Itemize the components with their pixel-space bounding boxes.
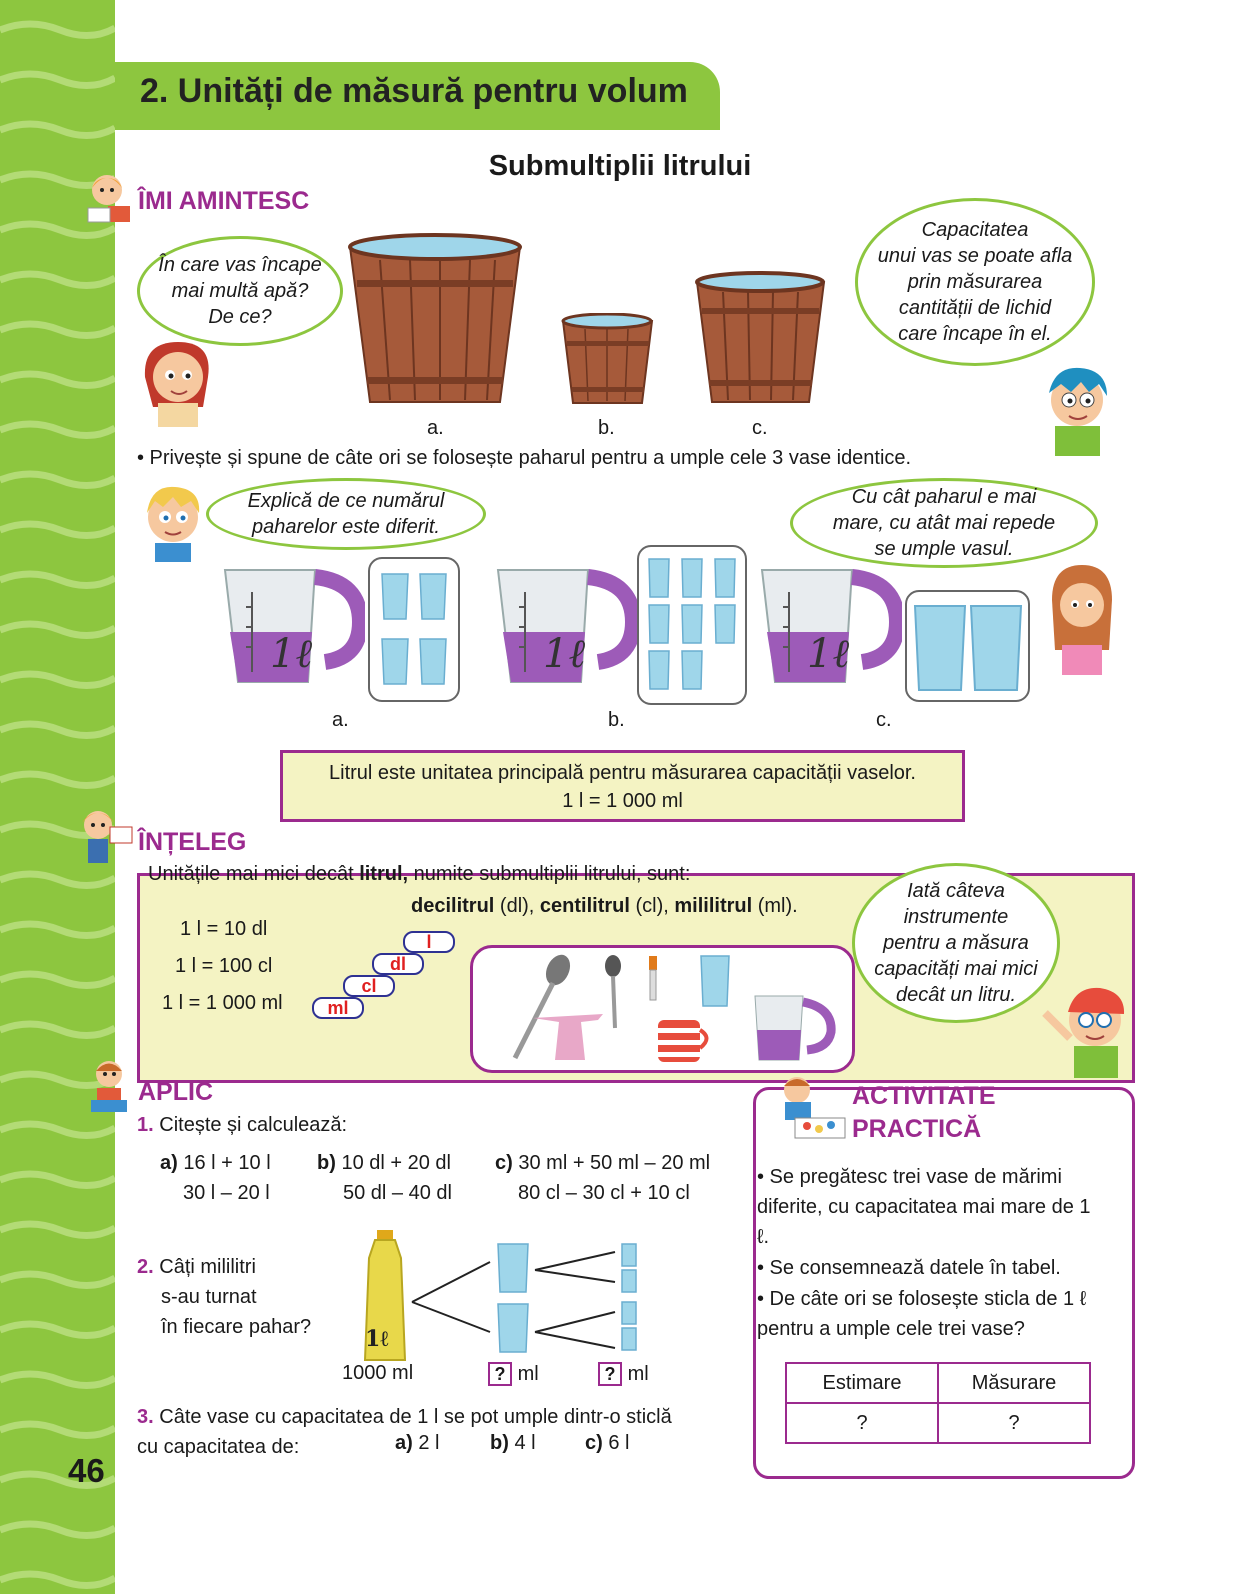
section-heading-imi-amintesc: ÎMI AMINTESC [138, 187, 310, 215]
spoon-small-icon [605, 955, 621, 1028]
page-sidebar-stripe [0, 0, 115, 1594]
exercise-1b: b) 10 dl + 20 dl 50 dl – 40 dl [317, 1152, 452, 1204]
jug-label-b: b. [608, 709, 625, 731]
exercise-1-prompt: 1. Citește și calculează: [137, 1114, 348, 1136]
measuring-jug-b [493, 562, 638, 697]
bucket-label-a: a. [427, 417, 444, 439]
exercise-3-prompt: 3. Câte vase cu capacitatea de 1 l se pot umple dintr-o sticlă cu capacitatea de: [137, 1406, 672, 1458]
bottle-label: 1ℓ [365, 1326, 389, 1352]
jug-label-c: c. [876, 709, 892, 731]
glass-box-a [368, 557, 460, 702]
exercise-3c: c) 6 l [585, 1432, 630, 1454]
inteleg-units: decilitrul (dl), centilitrul (cl), mililitrul (ml). [411, 895, 798, 917]
pouring-diagram [410, 1240, 650, 1370]
answer-field-glass-ml[interactable]: ? ml [488, 1362, 539, 1386]
jug-mark-b: 1ℓ [543, 631, 586, 677]
turkish-pot-icon [533, 1014, 603, 1060]
bottle-volume-label: 1000 ml [342, 1362, 414, 1384]
striped-cup-icon [658, 1020, 707, 1062]
kids-painting-icon [765, 1072, 850, 1147]
speech-bubble-faster: Cu cât paharul e mai mare, cu atât mai repede se umple vasul. [790, 478, 1098, 568]
page-number: 46 [68, 1452, 105, 1489]
jug-mark-c: 1ℓ [807, 631, 850, 677]
mascot-girl-sign-icon [68, 803, 134, 886]
stair-step-l: l [403, 931, 455, 953]
speech-bubble-girl: În care vas încape mai multă apă? De ce? [137, 236, 343, 346]
mascot-girl-reading-icon [78, 168, 136, 231]
jug-label-a: a. [332, 709, 349, 731]
stair-step-ml: ml [312, 997, 364, 1019]
bucket-label-b: b. [598, 417, 615, 439]
glass-box-b [637, 545, 747, 705]
equation-cl: 1 l = 100 cl [175, 955, 273, 977]
glass-icon [701, 956, 729, 1006]
table-cell-masurare[interactable]: ? [938, 1403, 1090, 1443]
section-heading-inteleg: ÎNȚELEG [138, 828, 247, 856]
exercise-2-prompt: 2. Câți mililitri s-au turnat în fiecare pahar? [137, 1256, 312, 1338]
stair-step-cl: cl [343, 975, 395, 997]
jug-mark-a: 1ℓ [270, 631, 313, 677]
exercise-1a: a) 16 l + 10 l 30 l – 20 l [160, 1152, 271, 1204]
oil-bottle-icon [355, 1228, 415, 1368]
dropper-icon [649, 956, 657, 1000]
equation-ml: 1 l = 1 000 ml [162, 992, 283, 1014]
boy-blue-hair-character-icon [1035, 358, 1120, 461]
bucket-small [560, 313, 655, 411]
definition-line-1: Litrul este unitatea principală pentru măsurarea capacității vaselor. [329, 762, 916, 784]
activity-heading: ACTIVITATE PRACTICĂ [852, 1082, 996, 1143]
speech-bubble-tools: Iată câteva instrumente pentru a măsura capacități mai mici decât un litru. [852, 863, 1060, 1023]
estimation-table [785, 1362, 1091, 1444]
girl-character-icon [133, 337, 223, 432]
section-heading-aplic: APLIC [138, 1078, 213, 1106]
bucket-label-c: c. [752, 417, 768, 439]
stair-step-dl: dl [372, 953, 424, 975]
activity-bullet-1: • Se pregătesc trei vase de mărimi diferite, cu capacitatea mai mare de 1 ℓ. [757, 1166, 1091, 1248]
measuring-jug-c [757, 562, 902, 697]
speech-bubble-boy: Capacitatea unui vas se poate afla prin măsurarea cantității de lichid care încape în el. [855, 198, 1095, 366]
definition-box [280, 750, 965, 822]
exercise-3b: b) 4 l [490, 1432, 536, 1454]
table-header-estimare: Estimare [786, 1363, 938, 1403]
instruction-text: • Privește și spune de câte ori se folosește paharul pentru a umple cele 3 vase identice. [137, 447, 912, 469]
activity-bullet-3: • De câte ori se folosește sticla de 1 ℓ pentru a umple cele trei vase? [757, 1288, 1087, 1340]
measuring-jug-a [220, 562, 365, 697]
activity-bullet-2: • Se consemnează datele în tabel. [757, 1257, 1061, 1279]
blond-boy-character-icon [133, 477, 213, 567]
girl-thinking-character-icon [1047, 560, 1117, 680]
bucket-medium [693, 270, 828, 410]
speech-bubble-explain: Explică de ce numărul paharelor este diferit. [206, 478, 486, 550]
measuring-tools-box [470, 945, 855, 1073]
lesson-title: 2. Unități de măsură pentru volum [140, 72, 688, 110]
lesson-subtitle: Submultiplii litrului [488, 150, 752, 182]
bucket-large [345, 232, 525, 412]
glass-box-c [905, 590, 1030, 702]
inteleg-intro: Unitățile mai mici decât litrul, numite submultiplii litrului, sunt: [148, 863, 691, 885]
definition-line-2: 1 l = 1 000 ml [562, 790, 683, 812]
exercise-1c: c) 30 ml + 50 ml – 20 ml 80 cl – 30 cl + 10 cl [495, 1152, 711, 1204]
exercise-3a: a) 2 l [395, 1432, 440, 1454]
boy-red-cap-character-icon [1040, 978, 1140, 1083]
equation-dl: 1 l = 10 dl [180, 918, 268, 940]
table-header-masurare: Măsurare [938, 1363, 1090, 1403]
table-cell-estimare[interactable]: ? [786, 1403, 938, 1443]
mascot-boy-reading-icon [85, 1056, 133, 1123]
answer-field-small-glass-ml[interactable]: ? ml [598, 1362, 649, 1386]
small-measuring-jug-icon [755, 996, 831, 1060]
